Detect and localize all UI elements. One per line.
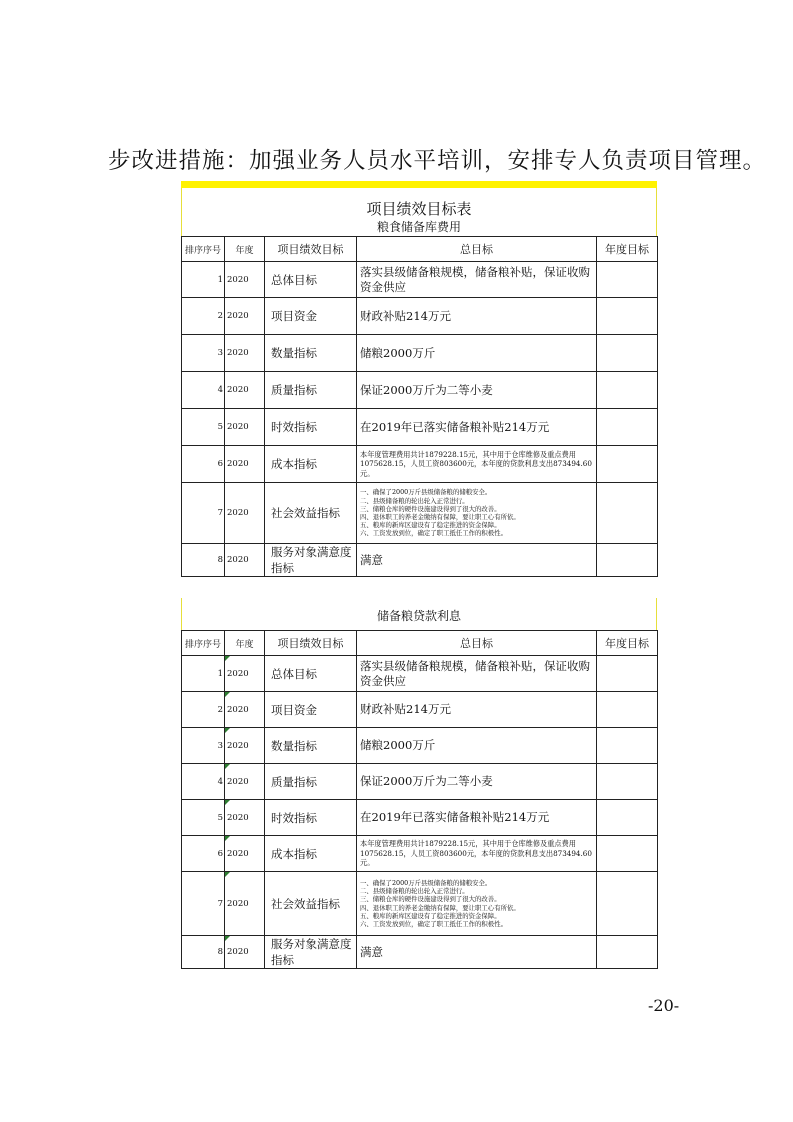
row-year-text: 2020 xyxy=(227,555,249,565)
row-goal-text: 一、确保了2000万斤县级储备粮的储粮安全。 二、县级储备粮的轮出轮入正常进行。 三、储粮仓库的硬件设施建设得到了很大的改善。 四、退休职工的养老金缴纳有保障，要让职工心有所依。 五、粮库的新库区建设有了稳定推进的资金保障。 六、工资发放到位，确定了职工抵任工作的积极性。 xyxy=(360,488,520,538)
table-row xyxy=(182,298,658,335)
row-indicator-text: 数量指标 xyxy=(271,346,317,360)
table-row xyxy=(182,764,658,800)
row-goal-cell xyxy=(357,692,597,728)
cell-comment-flag-icon xyxy=(225,656,230,661)
row-indicator-text: 时效指标 xyxy=(271,420,317,434)
row-goal-text: 在2019年已落实储备粮补贴214万元 xyxy=(360,419,550,434)
col-header-annual: 年度目标 xyxy=(597,237,658,262)
row-year-cell xyxy=(225,483,265,544)
table-row xyxy=(182,800,658,836)
row-goal-cell xyxy=(357,446,597,483)
row-indicator-text: 总体目标 xyxy=(271,666,317,681)
row-indicator-cell xyxy=(265,446,357,483)
row-year-cell xyxy=(225,298,265,335)
table-subtitle: 储备粮贷款利息 xyxy=(181,598,657,630)
row-number-cell xyxy=(182,728,225,764)
row-year-cell xyxy=(225,728,265,764)
row-number-text: 5 xyxy=(217,422,223,432)
cell-comment-flag-icon xyxy=(225,936,230,941)
row-annual-target-cell xyxy=(597,544,658,577)
row-number-text: 1 xyxy=(217,274,223,285)
row-year-cell xyxy=(225,335,265,372)
table-row xyxy=(182,262,658,298)
section-heading: 步改进措施：加强业务人员水平培训，安排专人负责项目管理。 xyxy=(108,148,767,174)
table-row xyxy=(182,409,658,446)
row-goal-cell xyxy=(357,872,597,936)
row-goal-text: 本年度管理费用共计1879228.15元，其中用于仓库维修及重点费用1075628.15，人员工资803600元，本年度的贷款利息支出873494.60元。 xyxy=(360,449,592,478)
row-annual-target-cell xyxy=(597,692,658,728)
table-header-row xyxy=(182,631,658,656)
row-goal-cell xyxy=(357,409,597,446)
row-number-cell xyxy=(182,836,225,872)
row-year-text: 2020 xyxy=(227,898,249,909)
row-indicator-cell xyxy=(265,409,357,446)
row-goal-cell xyxy=(357,836,597,872)
row-goal-cell xyxy=(357,800,597,836)
table-title: 项目绩效目标表 xyxy=(366,200,472,218)
row-indicator-cell xyxy=(265,483,357,544)
row-number-text: 7 xyxy=(217,508,223,518)
row-year-text: 2020 xyxy=(227,848,249,859)
cell-comment-flag-icon xyxy=(225,692,230,697)
row-year-text: 2020 xyxy=(227,812,249,823)
row-indicator-cell xyxy=(265,728,357,764)
row-year-cell xyxy=(225,446,265,483)
performance-table-2 xyxy=(181,598,657,969)
row-indicator-text: 社会效益指标 xyxy=(271,896,340,911)
row-goal-text: 财政补贴214万元 xyxy=(360,702,451,716)
row-number-text: 8 xyxy=(217,555,223,565)
row-annual-target-cell xyxy=(597,872,658,936)
cell-comment-flag-icon xyxy=(225,836,230,841)
cell-comment-flag-icon xyxy=(225,764,230,769)
col-header-goal: 总目标 xyxy=(357,631,597,656)
row-goal-text: 本年度管理费用共计1879228.15元，其中用于仓库维修及重点费用1075628.15，人员工资803600元，本年度的贷款利息支出873494.60元。 xyxy=(360,839,592,868)
row-goal-cell xyxy=(357,483,597,544)
row-number-text: 7 xyxy=(217,898,223,909)
row-year-cell xyxy=(225,764,265,800)
table-row xyxy=(182,483,658,544)
row-indicator-cell xyxy=(265,262,357,298)
row-indicator-text: 服务对象满意度指标 xyxy=(271,937,352,967)
row-number-text: 2 xyxy=(217,704,223,715)
row-annual-target-cell xyxy=(597,298,658,335)
table-row xyxy=(182,728,658,764)
row-number-cell xyxy=(182,764,225,800)
row-number-cell xyxy=(182,372,225,409)
row-year-text: 2020 xyxy=(227,508,249,518)
row-goal-cell xyxy=(357,544,597,577)
row-year-cell xyxy=(225,656,265,692)
cell-comment-flag-icon xyxy=(225,872,230,877)
row-year-text: 2020 xyxy=(227,776,249,787)
row-indicator-cell xyxy=(265,764,357,800)
row-indicator-cell xyxy=(265,936,357,969)
row-indicator-text: 项目资金 xyxy=(271,309,317,323)
table-row xyxy=(182,335,658,372)
row-year-cell xyxy=(225,262,265,298)
row-number-cell xyxy=(182,335,225,372)
row-year-text: 2020 xyxy=(227,704,249,715)
row-annual-target-cell xyxy=(597,656,658,692)
row-goal-text: 在2019年已落实储备粮补贴214万元 xyxy=(360,810,550,824)
row-year-cell xyxy=(225,544,265,577)
table-subtitle: 粮食储备库费用 xyxy=(376,220,461,234)
row-indicator-text: 服务对象满意度指标 xyxy=(271,545,352,575)
row-number-text: 5 xyxy=(217,812,223,823)
row-indicator-text: 质量指标 xyxy=(271,383,317,397)
row-goal-text: 落实县级储备粮规模，储备粮补贴，保证收购资金供应 xyxy=(360,264,590,294)
row-goal-cell xyxy=(357,335,597,372)
row-number-cell xyxy=(182,483,225,544)
row-number-cell xyxy=(182,298,225,335)
col-header-indicator: 项目绩效目标 xyxy=(265,237,357,262)
row-year-cell xyxy=(225,800,265,836)
row-indicator-cell xyxy=(265,656,357,692)
col-header-goal: 总目标 xyxy=(357,237,597,262)
table-row xyxy=(182,656,658,692)
row-year-cell xyxy=(225,836,265,872)
row-annual-target-cell xyxy=(597,764,658,800)
row-indicator-text: 成本指标 xyxy=(271,457,317,471)
row-number-text: 4 xyxy=(217,776,223,787)
row-goal-cell xyxy=(357,372,597,409)
row-number-cell xyxy=(182,872,225,936)
row-year-cell xyxy=(225,692,265,728)
row-number-text: 6 xyxy=(217,848,223,859)
row-goal-text: 财政补贴214万元 xyxy=(360,308,451,323)
col-header-year: 年度 xyxy=(225,631,265,656)
row-indicator-cell xyxy=(265,544,357,577)
cell-comment-flag-icon xyxy=(225,800,230,805)
row-number-cell xyxy=(182,446,225,483)
row-annual-target-cell xyxy=(597,936,658,969)
row-goal-cell xyxy=(357,262,597,298)
col-header-year: 年度 xyxy=(225,237,265,262)
row-annual-target-cell xyxy=(597,800,658,836)
row-goal-cell xyxy=(357,936,597,969)
row-year-text: 2020 xyxy=(227,740,249,751)
row-goal-text: 储粮2000万斤 xyxy=(360,345,436,360)
col-header-annual: 年度目标 xyxy=(597,631,658,656)
table-row xyxy=(182,446,658,483)
row-goal-cell xyxy=(357,764,597,800)
row-number-text: 6 xyxy=(217,459,223,469)
table-row xyxy=(182,936,658,969)
table-title-band xyxy=(181,188,657,236)
row-number-text: 3 xyxy=(217,348,223,358)
col-header-indicator: 项目绩效目标 xyxy=(265,631,357,656)
row-annual-target-cell xyxy=(597,446,658,483)
row-indicator-cell xyxy=(265,872,357,936)
row-indicator-cell xyxy=(265,298,357,335)
row-year-text: 2020 xyxy=(227,459,249,469)
row-year-text: 2020 xyxy=(227,668,249,679)
row-annual-target-cell xyxy=(597,409,658,446)
page-number: -20- xyxy=(648,996,680,1015)
row-annual-target-cell xyxy=(597,372,658,409)
row-goal-text: 保证2000万斤为二等小麦 xyxy=(360,382,493,397)
row-number-text: 8 xyxy=(217,947,223,957)
row-year-cell xyxy=(225,936,265,969)
row-indicator-cell xyxy=(265,800,357,836)
row-number-text: 3 xyxy=(217,740,223,751)
row-year-text: 2020 xyxy=(227,947,249,957)
row-year-text: 2020 xyxy=(227,422,249,432)
table-header-row xyxy=(182,237,658,262)
row-indicator-text: 社会效益指标 xyxy=(271,506,340,520)
row-indicator-cell xyxy=(265,335,357,372)
row-number-cell xyxy=(182,656,225,692)
row-indicator-text: 项目资金 xyxy=(271,702,317,717)
row-number-text: 4 xyxy=(217,385,223,395)
table-grid xyxy=(181,630,658,969)
cell-comment-flag-icon xyxy=(225,728,230,733)
row-indicator-cell xyxy=(265,836,357,872)
row-year-text: 2020 xyxy=(227,385,249,395)
row-indicator-text: 时效指标 xyxy=(271,810,317,825)
row-goal-text: 储粮2000万斤 xyxy=(360,738,436,752)
row-indicator-text: 数量指标 xyxy=(271,738,317,753)
row-annual-target-cell xyxy=(597,728,658,764)
row-year-text: 2020 xyxy=(227,348,249,358)
row-goal-text: 落实县级储备粮规模，储备粮补贴，保证收购资金供应 xyxy=(360,658,590,688)
row-annual-target-cell xyxy=(597,262,658,298)
row-goal-cell xyxy=(357,728,597,764)
row-goal-text: 满意 xyxy=(360,552,383,567)
table-row xyxy=(182,836,658,872)
row-number-text: 1 xyxy=(217,668,223,679)
row-number-cell xyxy=(182,544,225,577)
col-header-no: 排序序号 xyxy=(182,631,225,656)
row-goal-cell xyxy=(357,656,597,692)
table-row xyxy=(182,872,658,936)
header-highlight-bar xyxy=(181,181,657,188)
table-row xyxy=(182,372,658,409)
row-number-cell xyxy=(182,692,225,728)
table-row xyxy=(182,544,658,577)
row-indicator-cell xyxy=(265,372,357,409)
row-indicator-cell xyxy=(265,692,357,728)
performance-table-1 xyxy=(181,188,657,577)
row-indicator-text: 总体目标 xyxy=(271,272,317,287)
row-annual-target-cell xyxy=(597,335,658,372)
row-year-cell xyxy=(225,872,265,936)
table-grid xyxy=(181,236,658,577)
row-year-text: 2020 xyxy=(227,311,249,321)
row-year-cell xyxy=(225,409,265,446)
row-number-cell xyxy=(182,262,225,298)
row-indicator-text: 质量指标 xyxy=(271,774,317,789)
table-row xyxy=(182,692,658,728)
row-goal-text: 一、确保了2000万斤县级储备粮的储粮安全。 二、县级储备粮的轮出轮入正常进行。 三、储粮仓库的硬件设施建设得到了很大的改善。 四、退休职工的养老金缴纳有保障，要让职工心有所依。 五、粮库的新库区建设有了稳定推进的资金保障。 六、工资发放到位，确定了职工抵任工作的积极性。 xyxy=(360,878,520,928)
row-year-text: 2020 xyxy=(227,274,249,285)
col-header-no: 排序序号 xyxy=(182,237,225,262)
row-number-cell xyxy=(182,409,225,446)
row-number-text: 2 xyxy=(217,311,223,321)
row-goal-text: 保证2000万斤为二等小麦 xyxy=(360,774,493,788)
row-number-cell xyxy=(182,800,225,836)
row-number-cell xyxy=(182,936,225,969)
row-indicator-text: 成本指标 xyxy=(271,846,317,861)
row-annual-target-cell xyxy=(597,836,658,872)
row-annual-target-cell xyxy=(597,483,658,544)
row-goal-text: 满意 xyxy=(360,944,383,959)
row-year-cell xyxy=(225,372,265,409)
row-goal-cell xyxy=(357,298,597,335)
